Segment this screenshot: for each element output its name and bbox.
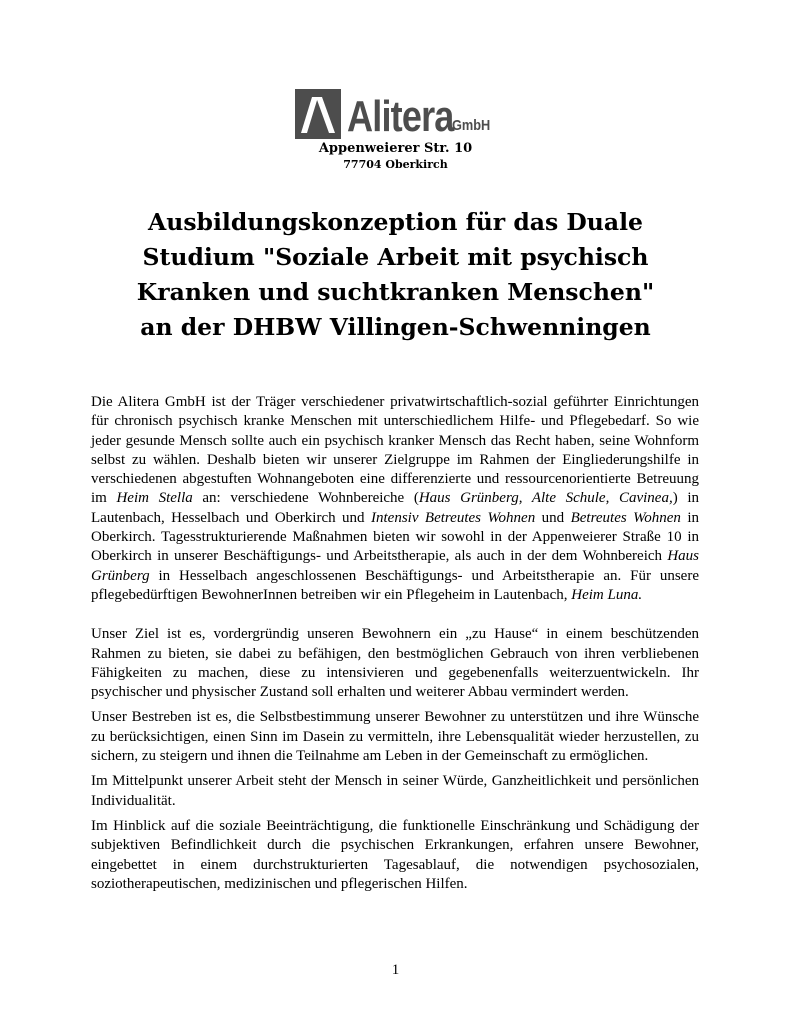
address-city: 77704 Oberkirch xyxy=(343,158,448,171)
logo-suffix: GmbH xyxy=(452,117,491,134)
paragraph-focus: Im Mittelpunkt unserer Arbeit steht der Mensch in seiner Würde, Ganzheitlichkeit und persönlichen Individualität. xyxy=(91,773,699,809)
logo-wordmark: Alitera xyxy=(347,92,454,141)
text-run: Die Alitera GmbH ist der Träger verschiedener privatwirtschaftlich-sozial geführter Einrichtungen für chronisch psychisch kranke Menschen mit unterschiedlichem Hilfe- und Pflegebedarf. So wie jeder gesunde Mensch sollte auch ein psychisch kranker Mensch das Recht haben, seine Wohnform selbst zu wählen. Deshalb bieten wir unserer Zielgruppe im Rahmen der Eingliederungshilfe in verschiedenen abgestuften Wohnangeboten eine differenzierte und ressourcenorientierte Betreuung im xyxy=(91,394,699,507)
facility-name: Heim Luna. xyxy=(571,586,643,603)
facility-name: Haus Grünberg, Alte Schule, Cavinea, xyxy=(418,490,673,507)
company-logo xyxy=(295,89,491,141)
text-run: an: verschiedene Wohnbereiche ( xyxy=(192,490,419,507)
facility-name: Heim Stella xyxy=(116,490,193,507)
paragraph-aspiration: Unser Bestreben ist es, die Selbstbestimmung unserer Bewohner zu unterstützen und ihre Wünsche zu berücksichtigen, einen Sinn im Dasein zu vermitteln, ihre Lebensqualität wieder herzustellen, zu sichern, zu steigern und ihnen die Teilnahme am Leben in der Gemeinschaft zu ermöglichen. xyxy=(91,709,699,765)
document-title xyxy=(40,205,751,345)
title-line: an der DHBW Villingen-Schwenningen xyxy=(140,313,651,341)
document-body xyxy=(91,393,699,894)
facility-name: Intensiv Betreutes Wohnen xyxy=(371,509,536,526)
paragraph-intro xyxy=(91,393,699,605)
facility-name: Betreutes Wohnen xyxy=(570,509,681,526)
paragraph-support: Im Hinblick auf die soziale Beeinträchtigung, die funktionelle Einschränkung und Schädigung der subjektiven Befindlichkeit durch die psychischen Erkrankungen, erfahren unsere Bewohner, eingebettet in einem durchstrukturierten Tagesablauf, die notwendigen psychosozialen, soziotherapeutischen, medizinischen und pflegerischen Hilfen. xyxy=(91,817,699,892)
alitera-logo-mark-icon xyxy=(295,89,341,139)
address-street: Appenweierer Str. 10 xyxy=(318,141,473,156)
text-run: in Hesselbach angeschlossenen Beschäftigungs- und Arbeitstherapie an. Für unsere pflegebedürftigen BewohnerInnen betreiben wir ein Pflegeheim in Lautenbach, xyxy=(91,567,699,603)
text-run: in Oberkirch. Tagesstrukturierende Maßnahmen bieten wir sowohl in der Appenweierer Straße 10 in Oberkirch in unserer Beschäftigungs- und Arbeitstherapie, als auch in der dem Wohnbereich xyxy=(91,509,700,565)
facility-name: Haus Grünberg xyxy=(91,548,699,584)
title-line: Studium "Soziale Arbeit mit psychisch xyxy=(142,243,649,271)
title-line: Ausbildungskonzeption für das Duale xyxy=(148,208,643,236)
paragraph-goal: Unser Ziel ist es, vordergründig unseren Bewohnern ein „zu Hause“ in einem beschützenden Rahmen zu bieten, sie dabei zu befähigen, den bestmöglichen Gebrauch von ihren verbliebenen Fähigkeiten zu machen, diese zu intensivieren und gegebenenfalls weiterzuentwickeln. Ihr psychischer und physischer Zustand soll erhalten und weiterer Abbau vermindert werden. xyxy=(91,626,699,701)
text-run: ) in Lautenbach, Hesselbach und Oberkirch und xyxy=(91,490,699,526)
page-number: 1 xyxy=(391,962,400,978)
text-run: und xyxy=(535,509,571,526)
title-line: Kranken und suchtkranken Menschen" xyxy=(136,278,655,306)
